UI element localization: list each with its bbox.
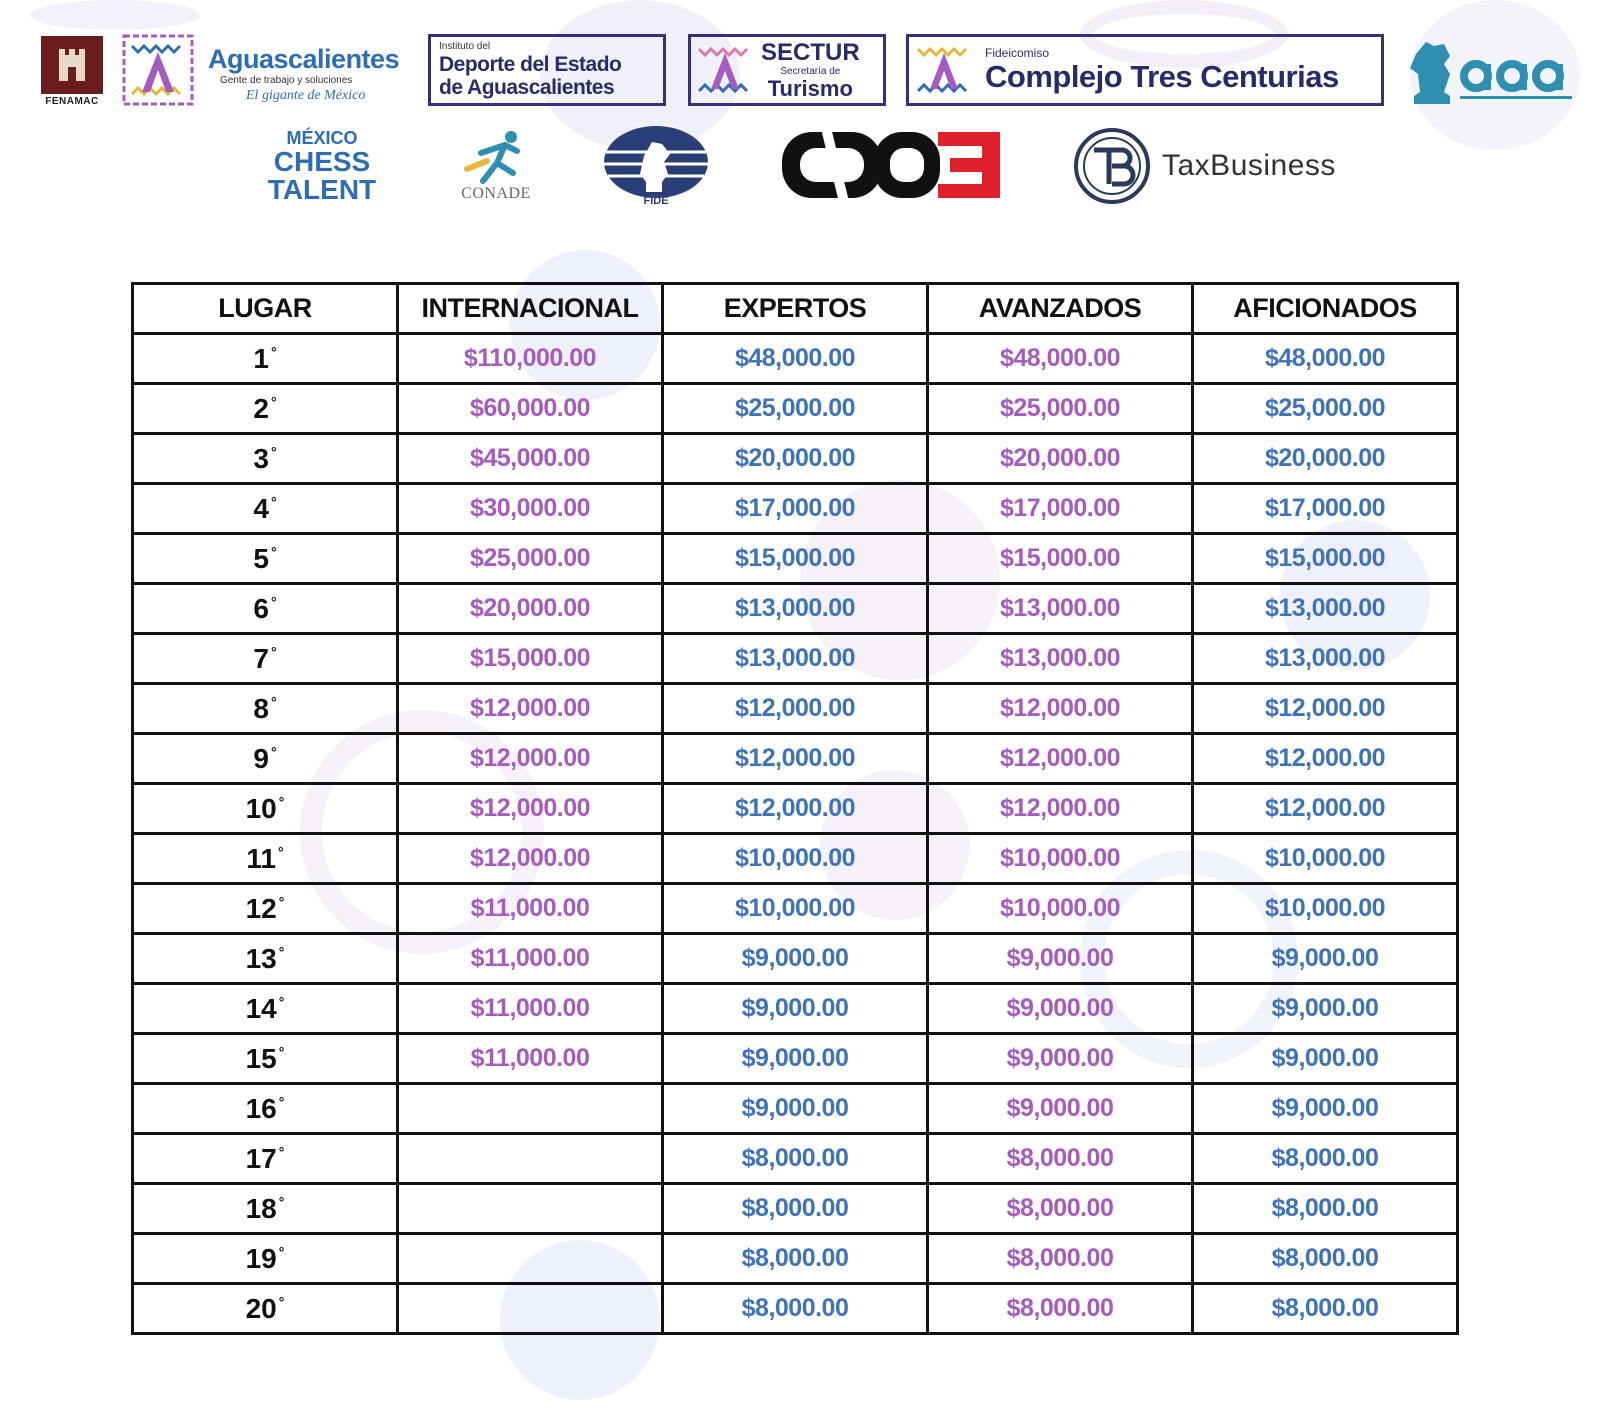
table-row — [133, 834, 1458, 884]
place-cell — [133, 384, 398, 434]
conade-caption: CONADE — [461, 185, 531, 202]
place-cell — [133, 734, 398, 784]
degree-mark: ° — [270, 544, 277, 561]
prize-internacional — [398, 1134, 663, 1184]
prize-internacional: $11,000.00 — [398, 934, 663, 984]
prize-expertos: $20,000.00 — [663, 434, 928, 484]
prize-aficionados: $48,000.00 — [1193, 334, 1458, 384]
prize-aficionados: $9,000.00 — [1193, 934, 1458, 984]
place-cell — [133, 334, 398, 384]
prize-expertos: $9,000.00 — [663, 984, 928, 1034]
prize-internacional: $12,000.00 — [398, 684, 663, 734]
place-number: 18 — [245, 1192, 277, 1224]
prize-internacional: $30,000.00 — [398, 484, 663, 534]
table-row — [133, 1084, 1458, 1134]
place-number: 4 — [253, 492, 269, 524]
prize-internacional: $12,000.00 — [398, 734, 663, 784]
prize-aficionados: $12,000.00 — [1193, 734, 1458, 784]
qd3-logo — [778, 124, 1006, 206]
place-cell — [133, 934, 398, 984]
deporte-line2: de Aguascalientes — [439, 76, 615, 99]
fenamac-caption: FENAMAC — [45, 95, 99, 107]
tres-centurias-small: Fideicomiso — [985, 46, 1050, 60]
prize-aficionados: $13,000.00 — [1193, 634, 1458, 684]
prize-avanzados: $13,000.00 — [928, 634, 1193, 684]
prize-table — [131, 282, 1459, 1335]
deporte-logo — [428, 34, 666, 106]
degree-mark: ° — [278, 994, 285, 1011]
prize-aficionados: $12,000.00 — [1193, 784, 1458, 834]
table-row — [133, 684, 1458, 734]
place-cell — [133, 634, 398, 684]
header-lugar: LUGAR — [133, 284, 398, 334]
prize-avanzados: $17,000.00 — [928, 484, 1193, 534]
header-internacional: INTERNACIONAL — [398, 284, 663, 334]
table-row — [133, 384, 1458, 434]
sponsor-logos — [0, 0, 1606, 220]
prize-expertos: $12,000.00 — [663, 784, 928, 834]
aguascalientes-a-logo — [122, 34, 194, 106]
sectur-sub: Secretaría de — [780, 65, 841, 77]
prize-internacional: $25,000.00 — [398, 534, 663, 584]
prize-internacional: $11,000.00 — [398, 1034, 663, 1084]
prize-aficionados: $12,000.00 — [1193, 684, 1458, 734]
prize-internacional: $12,000.00 — [398, 784, 663, 834]
table-row — [133, 634, 1458, 684]
table-row — [133, 734, 1458, 784]
prize-expertos: $10,000.00 — [663, 834, 928, 884]
place-cell — [133, 684, 398, 734]
fide-logo — [598, 124, 714, 206]
prize-avanzados: $13,000.00 — [928, 584, 1193, 634]
place-number: 12 — [245, 892, 277, 924]
degree-mark: ° — [270, 494, 277, 511]
degree-mark: ° — [278, 794, 285, 811]
prize-avanzados: $12,000.00 — [928, 734, 1193, 784]
place-cell — [133, 984, 398, 1034]
prize-avanzados: $8,000.00 — [928, 1184, 1193, 1234]
mct-line3: TALENT — [267, 174, 377, 205]
place-cell — [133, 784, 398, 834]
prize-expertos: $15,000.00 — [663, 534, 928, 584]
prize-internacional — [398, 1234, 663, 1284]
prize-aficionados: $25,000.00 — [1193, 384, 1458, 434]
place-cell — [133, 1084, 398, 1134]
degree-mark: ° — [270, 594, 277, 611]
degree-mark: ° — [278, 944, 285, 961]
degree-mark: ° — [270, 694, 277, 711]
prize-expertos: $8,000.00 — [663, 1284, 928, 1334]
prize-expertos: $9,000.00 — [663, 1084, 928, 1134]
degree-mark: ° — [278, 844, 284, 861]
taxbusiness-logo — [1072, 126, 1392, 206]
conade-logo — [446, 126, 546, 206]
header-expertos: EXPERTOS — [663, 284, 928, 334]
header-aficionados: AFICIONADOS — [1193, 284, 1458, 334]
prize-aficionados: $9,000.00 — [1193, 984, 1458, 1034]
header-avanzados: AVANZADOS — [928, 284, 1193, 334]
place-number: 15 — [245, 1042, 277, 1074]
letter-a-icon — [913, 39, 975, 101]
prize-internacional: $110,000.00 — [398, 334, 663, 384]
table-header-row — [133, 284, 1458, 334]
prize-aficionados: $8,000.00 — [1193, 1184, 1458, 1234]
table-row — [133, 784, 1458, 834]
fide-caption: FIDE — [643, 195, 669, 206]
prize-internacional: $45,000.00 — [398, 434, 663, 484]
prize-table-body — [133, 334, 1458, 1334]
place-cell — [133, 1284, 398, 1334]
place-number: 17 — [245, 1142, 277, 1174]
place-cell — [133, 534, 398, 584]
prize-internacional: $60,000.00 — [398, 384, 663, 434]
place-number: 2 — [253, 392, 269, 424]
prize-aficionados: $9,000.00 — [1193, 1084, 1458, 1134]
sectur-line: Turismo — [767, 75, 853, 101]
place-number: 1 — [253, 342, 269, 374]
place-cell — [133, 1034, 398, 1084]
prize-internacional — [398, 1084, 663, 1134]
place-cell — [133, 834, 398, 884]
aguascalientes-tagline: Gente de trabajo y soluciones — [220, 75, 353, 86]
prize-expertos: $12,000.00 — [663, 684, 928, 734]
prize-avanzados: $9,000.00 — [928, 1034, 1193, 1084]
prize-expertos: $25,000.00 — [663, 384, 928, 434]
globe-knight-icon — [600, 124, 712, 206]
prize-internacional: $11,000.00 — [398, 984, 663, 1034]
place-number: 14 — [245, 992, 277, 1024]
letter-a-icon — [695, 39, 755, 101]
prize-internacional — [398, 1184, 663, 1234]
fenamac-logo — [40, 34, 104, 108]
prize-internacional: $20,000.00 — [398, 584, 663, 634]
sectur-name: SECTUR — [761, 38, 860, 66]
mct-line1: MÉXICO — [286, 128, 358, 148]
prize-expertos: $9,000.00 — [663, 1034, 928, 1084]
place-cell — [133, 1184, 398, 1234]
prize-expertos: $8,000.00 — [663, 1234, 928, 1284]
degree-mark: ° — [270, 394, 277, 411]
prize-avanzados: $25,000.00 — [928, 384, 1193, 434]
place-number: 10 — [245, 792, 277, 824]
prize-aficionados: $10,000.00 — [1193, 834, 1458, 884]
prize-expertos: $12,000.00 — [663, 734, 928, 784]
castle-icon — [41, 36, 103, 94]
place-cell — [133, 584, 398, 634]
prize-expertos: $8,000.00 — [663, 1134, 928, 1184]
aaa-chess-logo — [1404, 34, 1584, 108]
place-number: 7 — [253, 642, 269, 674]
place-number: 16 — [245, 1092, 277, 1124]
prize-avanzados: $12,000.00 — [928, 684, 1193, 734]
prize-expertos: $48,000.00 — [663, 334, 928, 384]
table-row — [133, 1034, 1458, 1084]
prize-avanzados: $8,000.00 — [928, 1284, 1193, 1334]
degree-mark: ° — [278, 1094, 285, 1111]
table-row — [133, 884, 1458, 934]
prize-avanzados: $9,000.00 — [928, 1084, 1193, 1134]
prize-expertos: $13,000.00 — [663, 634, 928, 684]
table-row — [133, 584, 1458, 634]
taxbusiness-word: TaxBusiness — [1162, 149, 1336, 182]
table-row — [133, 334, 1458, 384]
degree-mark: ° — [270, 744, 277, 761]
degree-mark: ° — [270, 644, 277, 661]
aguascalientes-motto: El gigante de México — [246, 88, 366, 103]
sectur-logo — [688, 34, 886, 106]
degree-mark: ° — [278, 894, 285, 911]
degree-mark: ° — [278, 1294, 285, 1311]
degree-mark: ° — [278, 1194, 285, 1211]
place-number: 5 — [253, 542, 269, 574]
deporte-line1: Deporte del Estado — [439, 53, 622, 76]
runner-icon — [461, 129, 531, 185]
table-row — [133, 434, 1458, 484]
prize-internacional — [398, 1284, 663, 1334]
prize-avanzados: $12,000.00 — [928, 784, 1193, 834]
prize-aficionados: $15,000.00 — [1193, 534, 1458, 584]
mexico-chess-talent-logo — [252, 128, 392, 204]
prize-aficionados: $8,000.00 — [1193, 1134, 1458, 1184]
prize-expertos: $17,000.00 — [663, 484, 928, 534]
degree-mark: ° — [278, 1144, 285, 1161]
qd3-mark-icon — [778, 124, 1006, 206]
prize-aficionados: $20,000.00 — [1193, 434, 1458, 484]
place-number: 8 — [253, 692, 269, 724]
mct-line2: CHESS — [273, 146, 371, 177]
prize-avanzados: $9,000.00 — [928, 934, 1193, 984]
table-row — [133, 484, 1458, 534]
prize-internacional: $15,000.00 — [398, 634, 663, 684]
degree-mark: ° — [270, 344, 277, 361]
prize-aficionados: $13,000.00 — [1193, 584, 1458, 634]
prize-avanzados: $10,000.00 — [928, 834, 1193, 884]
place-number: 20 — [245, 1292, 277, 1324]
prize-aficionados: $10,000.00 — [1193, 884, 1458, 934]
prize-avanzados: $9,000.00 — [928, 984, 1193, 1034]
table-row — [133, 1284, 1458, 1334]
tb-monogram-icon — [1072, 126, 1152, 206]
prize-internacional: $11,000.00 — [398, 884, 663, 934]
place-cell — [133, 434, 398, 484]
prize-expertos: $13,000.00 — [663, 584, 928, 634]
prize-aficionados: $9,000.00 — [1193, 1034, 1458, 1084]
prize-avanzados: $15,000.00 — [928, 534, 1193, 584]
prize-aficionados: $8,000.00 — [1193, 1284, 1458, 1334]
place-number: 19 — [245, 1242, 277, 1274]
place-number: 11 — [246, 842, 276, 874]
table-row — [133, 534, 1458, 584]
prize-aficionados: $17,000.00 — [1193, 484, 1458, 534]
prize-expertos: $9,000.00 — [663, 934, 928, 984]
aguascalientes-title: Aguascalientes — [208, 44, 400, 74]
deporte-small: Instituto del — [439, 41, 491, 52]
prize-aficionados: $8,000.00 — [1193, 1234, 1458, 1284]
aguascalientes-logo — [208, 38, 408, 110]
place-number: 13 — [245, 942, 277, 974]
prize-avanzados: $20,000.00 — [928, 434, 1193, 484]
place-number: 3 — [253, 442, 269, 474]
place-number: 9 — [253, 742, 269, 774]
degree-mark: ° — [278, 1044, 285, 1061]
prize-expertos: $8,000.00 — [663, 1184, 928, 1234]
prize-avanzados: $48,000.00 — [928, 334, 1193, 384]
place-cell — [133, 884, 398, 934]
degree-mark: ° — [278, 1244, 285, 1261]
place-number: 6 — [253, 592, 269, 624]
tres-centurias-logo — [906, 34, 1384, 106]
prize-expertos: $10,000.00 — [663, 884, 928, 934]
chess-knight-icon — [1404, 34, 1580, 108]
table-row — [133, 1234, 1458, 1284]
place-cell — [133, 484, 398, 534]
prize-avanzados: $8,000.00 — [928, 1234, 1193, 1284]
prize-avanzados: $10,000.00 — [928, 884, 1193, 934]
table-row — [133, 1134, 1458, 1184]
prize-avanzados: $8,000.00 — [928, 1134, 1193, 1184]
prize-internacional: $12,000.00 — [398, 834, 663, 884]
letter-a-icon — [122, 34, 194, 106]
table-row — [133, 984, 1458, 1034]
table-row — [133, 1184, 1458, 1234]
place-cell — [133, 1234, 398, 1284]
table-row — [133, 934, 1458, 984]
place-cell — [133, 1134, 398, 1184]
tres-centurias-name: Complejo Tres Centurias — [985, 59, 1339, 94]
degree-mark: ° — [270, 444, 277, 461]
